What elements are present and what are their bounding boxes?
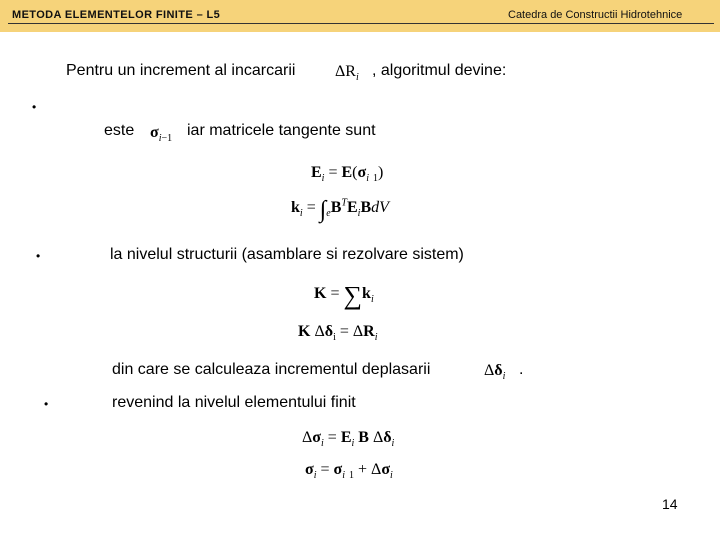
- tangent-e-formula: $E_i = E(\sigma_i$ $_1$): [311, 164, 384, 185]
- bullet-2: •: [36, 249, 41, 263]
- period-text: .: [519, 361, 524, 378]
- course-title: METODA ELEMENTELOR FINITE – L5: [12, 9, 221, 21]
- stress-update-formula: $\sigma_i = \sigma_i$ $_1 + \Delta\sigma_i$: [305, 461, 393, 482]
- page-number: 14: [662, 496, 678, 512]
- sigma-i-minus-1-formula: $\sigma_{i-1}$: [150, 124, 173, 145]
- global-stiffness-formula: $K = \sum k_i$: [314, 281, 374, 310]
- algorithm-text: , algoritmul devine:: [372, 62, 507, 79]
- este-text: este: [104, 122, 135, 139]
- system-equation-formula: K $\Delta\delta_i = \Delta R_i$: [298, 323, 378, 344]
- displacement-increment-text: din care se calculeaza incrementul deplasarii: [112, 361, 431, 378]
- tangent-k-formula: $k_i = \int_eB^TE_iBdV$: [291, 197, 389, 223]
- structure-level-text: la nivelul structurii (asamblare si rezolvare sistem): [110, 246, 464, 263]
- delta-delta-formula: $\Delta\delta_i$: [484, 362, 506, 383]
- element-level-text: revenind la nivelul elementului finit: [112, 394, 356, 411]
- stress-increment-formula: $\Delta\sigma_i = E_i$ B $\Delta\delta_i$: [302, 429, 395, 450]
- header-divider: [8, 23, 714, 24]
- tangent-matrices-text: iar matricele tangente sunt: [187, 122, 376, 139]
- bullet-3: •: [44, 397, 49, 411]
- increment-text: Pentru un increment al incarcarii: [66, 62, 296, 79]
- delta-r-formula: $\Delta R_i$: [335, 63, 359, 84]
- slide-header: [0, 0, 720, 32]
- department-title: Catedra de Constructii Hidrotehnice: [508, 9, 683, 21]
- bullet-1: •: [32, 100, 37, 114]
